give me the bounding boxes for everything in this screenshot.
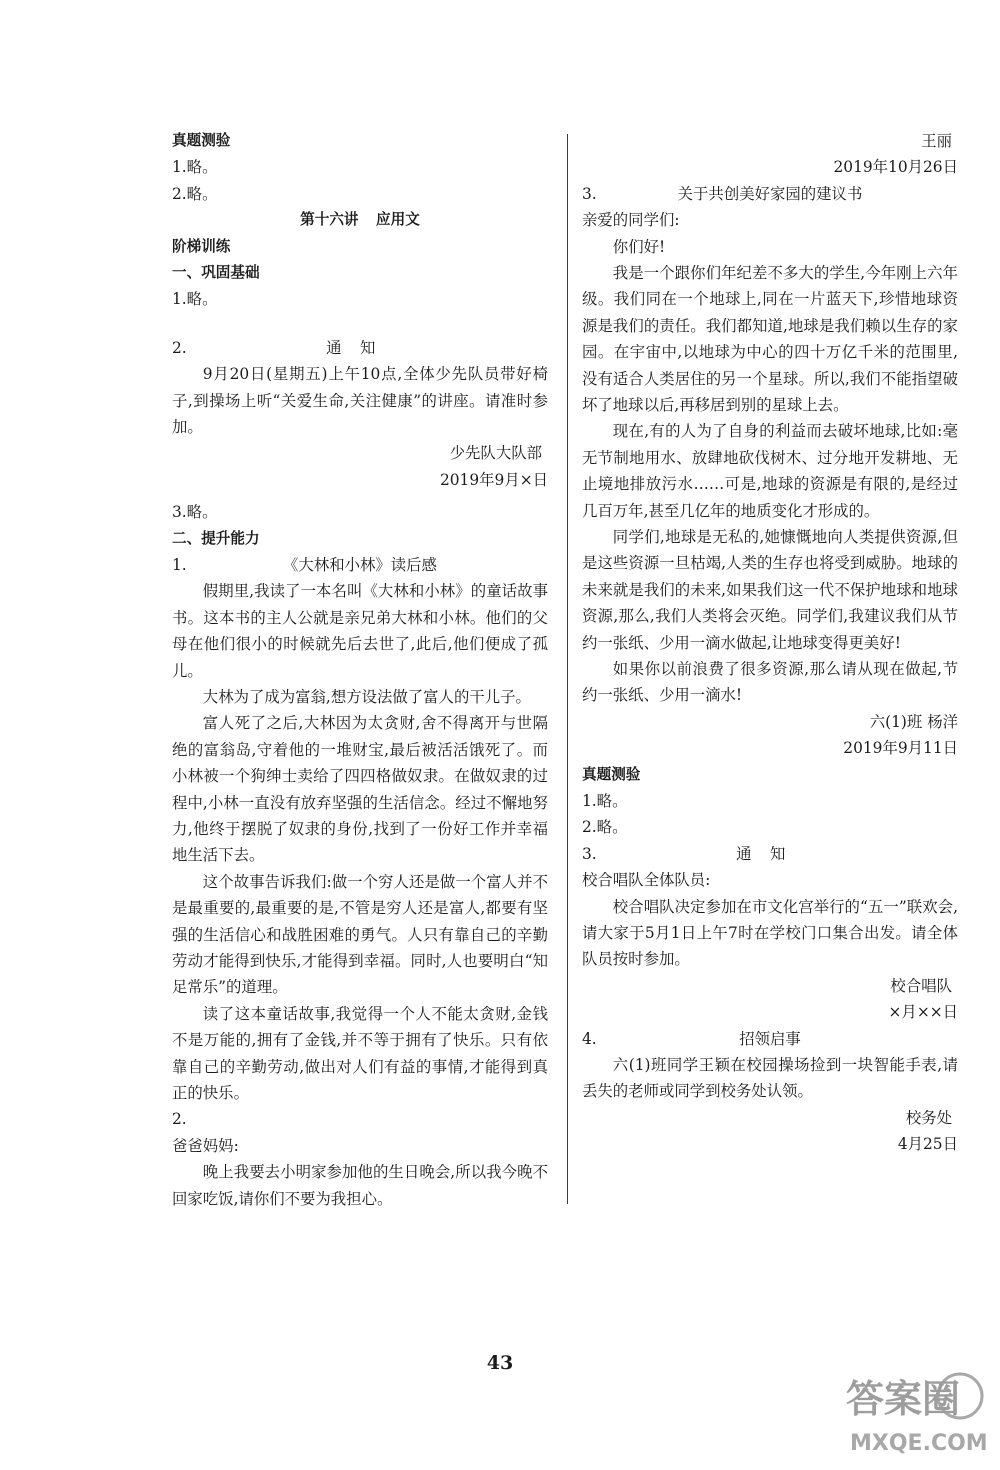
proposal-salutation: 亲爱的同学们: <box>582 211 680 230</box>
essay-paragraph: 读了这本童话故事,我觉得一个人不能太贪财,金钱不是万能的,拥有了金钱,并不等于拥有了快乐。只有依靠自己的辛勤劳动,做出对人们有益的事情,才能得到真正的快乐。 <box>172 1004 548 1103</box>
item-number: 2. <box>172 338 187 357</box>
item-number: 3. <box>582 844 597 863</box>
item-number: 3. <box>582 184 597 203</box>
section-heading: 二、提升能力 <box>172 529 260 547</box>
answer-item: 2.略。 <box>172 184 218 203</box>
lecture-topic: 应用文 <box>376 211 420 229</box>
lecture-title <box>172 207 548 233</box>
lost-found-body: 六(1)班同学王颖在校园操场捡到一块智能手表,请丢失的老师或同学到校务处认领。 <box>582 1055 958 1101</box>
notice-heading-row <box>172 335 548 361</box>
real-test-heading: 真题测验 <box>582 765 641 783</box>
proposal-title: 关于共创美好家园的建议书 <box>677 184 863 203</box>
notice2-salutation: 校合唱队全体队员: <box>582 871 711 890</box>
proposal-date: 2019年9月11日 <box>843 739 958 758</box>
item-number: 4. <box>582 1029 597 1048</box>
right-column <box>582 128 958 1158</box>
lost-found-title: 招领启事 <box>739 1029 801 1048</box>
answer-item: 2.略。 <box>582 818 628 837</box>
real-test-heading: 真题测验 <box>172 132 231 149</box>
item-number: 2. <box>172 1110 187 1129</box>
lost-found-heading-row <box>582 1026 958 1052</box>
answer-item: 1.略。 <box>582 792 628 811</box>
note-body: 晚上我要去小明家参加他的生日晚会,所以我今晚不回家吃饭,请你们不要为我担心。 <box>172 1163 548 1208</box>
essay-title: 《大林和小林》读后感 <box>283 555 437 574</box>
proposal-paragraph: 同学们,地球是无私的,她慷慨地向人类提供资源,但是这些资源一旦枯竭,人类的生存也将受到威胁。地球的未来就是我们的未来,如果我们这一代不保护地球和地球资源,那么,我们人类将会灭绝。同学们,我建议我们从节约一张纸、少用一滴水做起,让地球变得更美好! <box>582 528 958 652</box>
notice-body: 9月20日(星期五)上午10点,全体少先队员带好椅子,到操场上听“关爱生命,关注健康”的讲座。请准时参加。 <box>172 365 548 436</box>
answer-item: 1.略。 <box>172 290 218 309</box>
proposal-signature: 六(1)班 杨洋 <box>869 712 958 731</box>
essay-paragraph: 假期里,我读了一本名叫《大林和小林》的童话故事书。这本书的主人公就是亲兄弟大林和小林。他们的父母在他们很小的时候就先后去世了,此后,他们便成了孤儿。 <box>172 582 548 680</box>
note-salutation: 爸爸妈妈: <box>172 1136 239 1155</box>
essay-paragraph: 这个故事告诉我们:做一个穷人还是做一个富人并不是最重要的,最重要的是,不管是穷人还是富人,都要有坚强的生活信心和战胜困难的勇气。人只有靠自己的辛勤劳动才能得到快乐,才能得到幸福。同时,人也要明白“知足常乐”的道理。 <box>172 872 548 997</box>
lost-found-date: 4月25日 <box>897 1135 958 1154</box>
essay-heading-row <box>172 552 548 578</box>
item-number: 1. <box>172 555 187 574</box>
essay-paragraph: 大林为了成为富翁,想方设法做了富人的干儿子。 <box>202 687 531 706</box>
page-number: 43 <box>486 1352 514 1374</box>
lecture-number: 第十六讲 <box>300 211 359 229</box>
notice-date: 2019年9月×日 <box>439 470 548 489</box>
proposal-greeting: 你们好! <box>612 237 666 256</box>
essay-paragraph: 富人死了之后,大林因为太贪财,舍不得离开与世隔绝的富翁岛,守着他的一堆财宝,最后被活活饿死了。而小林被一个狗绅士卖给了四四格做奴隶。在做奴隶的过程中,小林一直没有放弃坚强的生活信念。经过不懈地努力,他终于摆脱了奴隶的身份,找到了一份好工作并幸福地生活下去。 <box>172 714 548 865</box>
letter-signature: 王丽 <box>921 132 952 150</box>
notice2-body: 校合唱队决定参加在市文化宫举行的“五一”联欢会,请大家于5月1日上午7时在学校门口集合出发。请全体队员按时参加。 <box>582 897 958 969</box>
proposal-heading-row <box>582 181 958 207</box>
left-column <box>172 128 548 1212</box>
column-divider <box>567 134 568 1204</box>
proposal-paragraph: 现在,有的人为了自身的利益而去破坏地球,比如:毫无节制地用水、放肆地砍伐树木、过分地开发耕地、无止境地排放污水……可是,地球的资源是有限的,是经过几百万年,甚至几亿年的地质变化才形成的。 <box>582 422 958 520</box>
notice-title: 通知 <box>326 338 394 357</box>
section-heading: 一、巩固基础 <box>172 263 260 281</box>
site-watermark <box>842 1362 992 1462</box>
notice2-signature: 校合唱队 <box>890 976 952 995</box>
notice2-date: ×月××日 <box>888 1003 958 1022</box>
letter-date: 2019年10月26日 <box>833 158 958 177</box>
notice-signature: 少先队大队部 <box>449 444 542 463</box>
notice2-title: 通知 <box>736 844 804 863</box>
proposal-paragraph: 我是一个跟你们年纪差不多大的学生,今年刚上六年级。我们同在一个地球上,同在一片蓝天下,珍惜地球资源是我们的责任。我们都知道,地球是我们赖以生存的家园。在宇宙中,以地球为中心的四十万亿千米的范围里,没有适合人类居住的另一个星球。所以,我们不能指望破坏了地球以后,再移居到别的星球上去。 <box>582 263 958 414</box>
answer-item: 1.略。 <box>172 158 218 177</box>
answer-item: 3.略。 <box>172 503 218 522</box>
ladder-training-heading: 阶梯训练 <box>172 237 231 255</box>
proposal-paragraph: 如果你以前浪费了很多资源,那么请从现在做起,节约一张纸、少用一滴水! <box>582 660 958 705</box>
watermark-logo-text: 答案圈 <box>846 1377 961 1421</box>
notice2-heading-row <box>582 841 958 867</box>
watermark-url-text: MXQE.COM <box>850 1431 988 1456</box>
lost-found-signature: 校务处 <box>905 1108 952 1127</box>
